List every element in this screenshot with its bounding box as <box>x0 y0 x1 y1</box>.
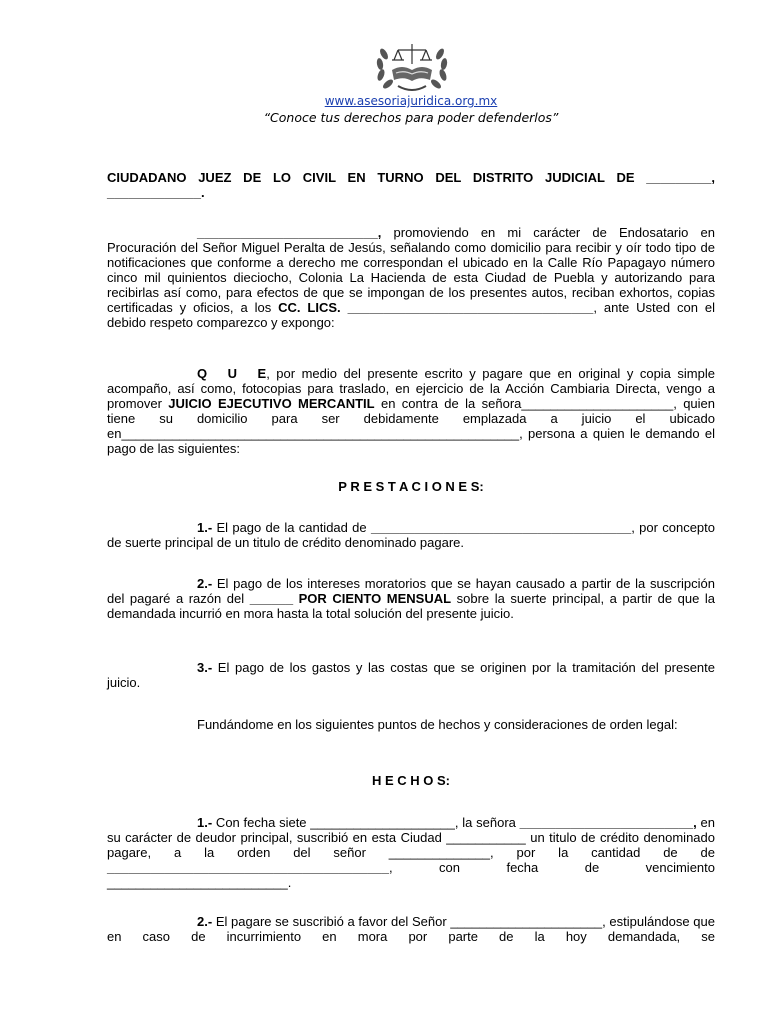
promovente-blank: _________________________, <box>197 225 382 240</box>
hecho-1-bold-2: _______________________________________ <box>107 860 389 875</box>
hecho-1-number: 1.- <box>197 815 213 830</box>
fundamento-paragraph: Fundándome en los siguientes puntos de hechos y consideraciones de orden legal: <box>197 717 678 732</box>
intro-text-2: , ante Usted con el debido respeto comparezco y expongo: <box>107 300 715 330</box>
prestacion-1 <box>107 520 715 550</box>
hecho-1-bold-1: ________________________, <box>519 815 697 830</box>
hecho-2-number: 2.- <box>197 914 213 929</box>
que-text-2: en contra de la señora_____________________, quien tiene su domicilio para ser debidamente emplazada a juicio el ubicado en_______________________________________________________, persona a quien le demando el pago de las siguientes: <box>107 396 715 456</box>
prestacion-1-blank: ____________________________________ <box>370 520 632 535</box>
intro-paragraph <box>107 225 715 330</box>
que-heading: Q U E <box>197 366 267 381</box>
prestacion-3-number: 3.- <box>197 660 213 675</box>
que-paragraph <box>107 366 715 456</box>
prestacion-1-text-1: El pago de la cantidad de <box>212 520 371 535</box>
hecho-1-text-1: Con fecha siete ____________________, la señora <box>212 815 520 830</box>
hecho-1-text-3: , con fecha de vencimiento _________________________. <box>107 860 715 890</box>
prestacion-2 <box>107 576 715 621</box>
hecho-2-text: El pagare se suscribió a favor del Señor _____________________, estipulándose que en caso de incurrimiento en mora por parte de la hoy demandada, se <box>107 914 715 944</box>
address-line-2: _____________. <box>107 185 205 200</box>
intro-text-1: promoviendo en mi carácter de Endosatario en Procuración del Señor Miguel Peralta de Jesús, señalando como domicilio para recibir y oír todo tipo de notificaciones que conforme a derecho me correspondan el ubicado en la Calle Río Papagayo número cinco mil quinientos dieciocho, Colonia La Hacienda de esta Ciudad de Puebla y autorizando para recibirlas así como, para efectos de que se impongan de los presentes autos, reciban exhortos, copias certificadas y oficios, a los <box>107 225 715 315</box>
prestacion-3 <box>107 660 715 690</box>
website-link[interactable]: www.asesoriajuridica.org.mx <box>324 94 498 108</box>
justice-seal-logo <box>374 40 450 96</box>
hecho-2 <box>107 914 715 944</box>
prestacion-1-number: 1.- <box>197 520 213 535</box>
hecho-1 <box>107 815 715 890</box>
lics-blank: CC. LICS. __________________________________ <box>278 300 594 315</box>
hechos-heading: H E C H O S: <box>371 773 450 788</box>
prestacion-2-text-1: El pago de los intereses moratorios que se hayan causado a partir de la suscripción del pagaré a razón del <box>107 576 715 606</box>
prestacion-2-number: 2.- <box>197 576 213 591</box>
prestacion-3-text: El pago de los gastos y las costas que se originen por la tramitación del presente juicio. <box>107 660 715 690</box>
prestacion-2-text-2: sobre la suerte principal, a partir de que la demandada incurrió en mora hasta la total solución del presente juicio. <box>107 591 715 621</box>
court-address <box>107 170 715 200</box>
que-text-1: , por medio del presente escrito y pagare que en original y copia simple acompaño, así como, fotocopias para traslado, en ejercicio de la Acción Cambiaria Directa, vengo a promover <box>107 366 715 411</box>
hecho-1-text-2: en su carácter de deudor principal, suscribió en esta Ciudad ___________ un titulo de crédito denominado pagare, a la orden del señor ______________, por la cantidad de de <box>107 815 715 860</box>
motto: “Conoce tus derechos para poder defenderlos” <box>263 110 559 125</box>
address-line-1: CIUDADANO JUEZ DE LO CIVIL EN TURNO DEL DISTRITO JUDICIAL DE _________, <box>107 170 715 185</box>
prestacion-2-bold: ______ POR CIENTO MENSUAL <box>249 591 452 606</box>
prestacion-1-text-2: , por concepto de suerte principal de un titulo de crédito denominado pagare. <box>107 520 715 550</box>
juicio-title: JUICIO EJECUTIVO MERCANTIL <box>168 396 375 411</box>
prestaciones-heading: P R E S T A C I O N E S: <box>338 479 484 494</box>
